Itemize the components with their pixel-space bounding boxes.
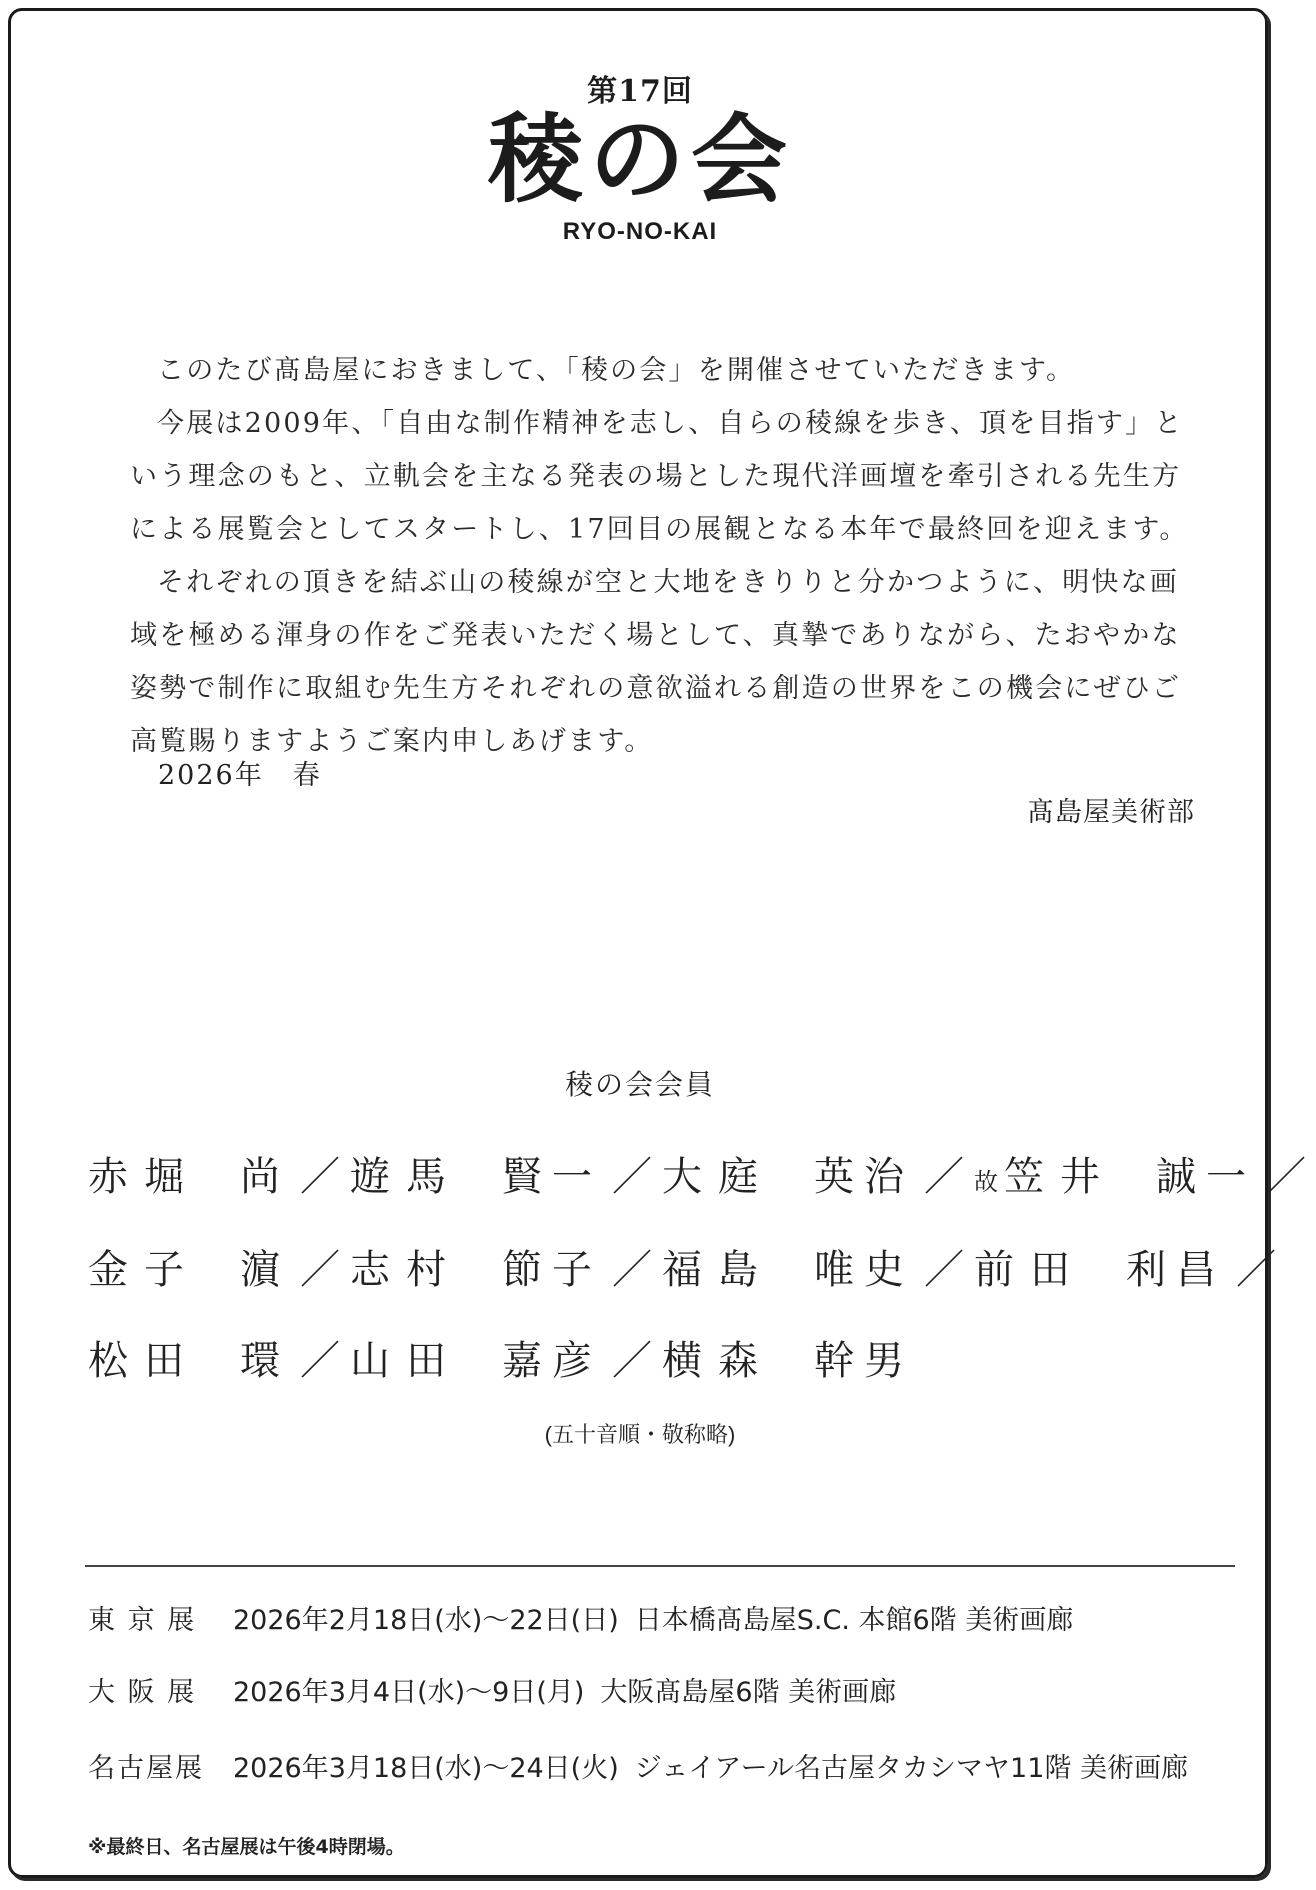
deceased-mark: 故 xyxy=(974,1168,998,1196)
name-separator: ／ xyxy=(612,1338,652,1384)
member-row xyxy=(88,1238,1276,1295)
name-separator: ／ xyxy=(612,1154,652,1200)
exhibition-title: 稜の会 xyxy=(487,103,793,216)
name-separator: ／ xyxy=(924,1154,964,1200)
venue-place: 大阪髙島屋6階 美術画廊 xyxy=(600,1677,897,1708)
name-separator: ／ xyxy=(300,1154,340,1200)
romanized-title: RYO-NO-KAI xyxy=(562,218,718,245)
member-name-deceased: 故 笠井 誠一 xyxy=(974,1154,1256,1200)
member-name: 横森 幹男 xyxy=(662,1338,914,1384)
venue-row-nagoya xyxy=(88,1746,1188,1785)
venue-row-osaka xyxy=(88,1670,896,1709)
name-separator: ／ xyxy=(300,1247,340,1293)
intro-paragraph: それぞれの頂きを結ぶ山の稜線が空と大地をきりりと分かつように、明快な画域を極める渾身の作をご発表いただく場として、真摯でありながら、たおやかな姿勢で制作に取組む先生方それぞれの意欲溢れる創造の世界をこの機会にぜひご高覧賜りますようご案内申しあげます。 xyxy=(130,567,1182,757)
venue-dates: 2026年3月18日(水)～24日(火) xyxy=(233,1753,619,1784)
member-name: 福島 唯史 xyxy=(662,1247,914,1293)
venue-place: 日本橋髙島屋S.C. 本館6階 美術画廊 xyxy=(634,1605,1074,1636)
intro-text xyxy=(130,344,1200,768)
name-separator: ／ xyxy=(924,1247,964,1293)
member-name: 赤堀 尚 xyxy=(88,1154,290,1200)
members-order-note: (五十音順・敬称略) xyxy=(544,1422,736,1447)
venue-name: 大 阪 展 xyxy=(88,1677,197,1708)
edition-label: 第17回 xyxy=(587,74,693,109)
venue-place: ジェイアール名古屋タカシマヤ11階 美術画廊 xyxy=(634,1753,1188,1784)
venue-row-tokyo xyxy=(88,1598,1073,1637)
member-name: 大庭 英治 xyxy=(662,1154,914,1200)
member-row xyxy=(88,1145,1306,1202)
members-heading: 稜の会会員 xyxy=(564,1068,715,1101)
name-separator: ／ xyxy=(1266,1154,1306,1200)
venue-dates: 2026年3月4日(水)～9日(月) xyxy=(233,1677,585,1708)
divider xyxy=(85,1565,1235,1567)
closing-time-note: ※最終日、名古屋展は午後4時閉場。 xyxy=(88,1836,405,1858)
member-name: 志村 節子 xyxy=(350,1247,602,1293)
member-name: 前田 利昌 xyxy=(974,1247,1226,1293)
intro-paragraph: 今展は2009年、「自由な制作精神を志し、自らの稜線を歩き、頂を目指す」という理念のもと、立軌会を主なる発表の場とした現代洋画壇を牽引される先生方による展覧会としてスタートし、17回目の展観となる本年で最終回を迎えます。 xyxy=(130,408,1189,545)
venue-name: 東 京 展 xyxy=(88,1605,197,1636)
member-name: 金子 濵 xyxy=(88,1247,290,1293)
venue-name: 名古屋展 xyxy=(88,1753,204,1784)
intro-paragraph: このたび髙島屋におきまして、「稜の会」を開催させていただきます。 xyxy=(157,355,1076,386)
member-name: 松田 環 xyxy=(88,1338,290,1384)
name-separator: ／ xyxy=(612,1247,652,1293)
name-separator: ／ xyxy=(300,1338,340,1384)
name-separator: ／ xyxy=(1236,1247,1276,1293)
member-row xyxy=(88,1329,1248,1386)
department-signature: 髙島屋美術部 xyxy=(1027,797,1195,828)
member-name: 山田 嘉彦 xyxy=(350,1338,602,1384)
venue-dates: 2026年2月18日(水)～22日(日) xyxy=(233,1605,619,1636)
member-name: 遊馬 賢一 xyxy=(350,1154,602,1200)
season-line: 2026年 春 xyxy=(158,760,322,791)
